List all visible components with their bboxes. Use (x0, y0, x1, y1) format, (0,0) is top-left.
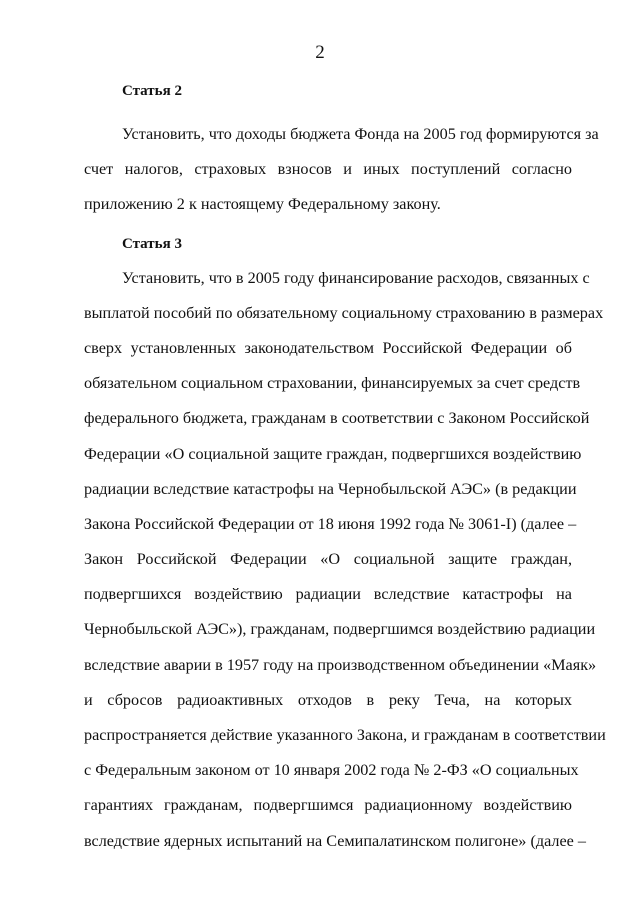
text-line: приложению 2 к настоящему Федеральному закону. (84, 195, 441, 214)
text-line: федерального бюджета, гражданам в соответствии с Законом Российской (84, 409, 590, 428)
text-line: подвергшихся воздействию радиации вследствие катастрофы на (84, 585, 572, 604)
text-line: выплатой пособий по обязательному социальному страхованию в размерах (84, 303, 604, 322)
text-line: Закон Российской Федерации «О социальной защите граждан, (84, 550, 572, 569)
article-3-paragraph (84, 261, 606, 859)
text-line: с Федеральным законом от 10 января 2002 года № 2-ФЗ «О социальных (84, 761, 579, 780)
text-line: вследствие ядерных испытаний на Семипалатинском полигоне» (далее – (84, 831, 586, 850)
text-line: Установить, что в 2005 году финансирование расходов, связанных с (122, 268, 590, 287)
text-line: вследствие аварии в 1957 году на производственном объединении «Маяк» (84, 655, 597, 674)
text-line: обязательном социальном страховании, финансируемых за счет средств (84, 374, 581, 393)
article-2-heading: Статья 2 (122, 83, 182, 99)
text-line: Установить, что доходы бюджета Фонда на 2005 год формируются за (122, 125, 599, 143)
text-line: Закона Российской Федерации от 18 июня 1992 года № 3061-I) (далее – (84, 514, 577, 533)
text-line: сверх установленных законодательством Российской Федерации об (84, 338, 572, 357)
document-body (84, 80, 606, 859)
text-line: Федерации «О социальной защите граждан, подвергшихся воздействию (84, 444, 582, 463)
text-line: Чернобыльской АЭС»), гражданам, подвергшимся воздействию радиации (84, 620, 596, 639)
page-number: 2 (315, 42, 325, 63)
text-line: распространяется действие указанного Закона, и гражданам в соответствии (84, 726, 606, 744)
text-line: счет налогов, страховых взносов и иных поступлений согласно (84, 160, 572, 179)
text-line: гарантиях гражданам, подвергшимся радиационному воздействию (84, 796, 572, 815)
article-3-heading: Статья 3 (122, 235, 182, 252)
text-line: и сбросов радиоактивных отходов в реку Теча, на которых (84, 690, 572, 709)
text-line: радиации вследствие катастрофы на Чернобыльской АЭС» (в редакции (84, 479, 577, 498)
article-2-paragraph (84, 117, 599, 223)
